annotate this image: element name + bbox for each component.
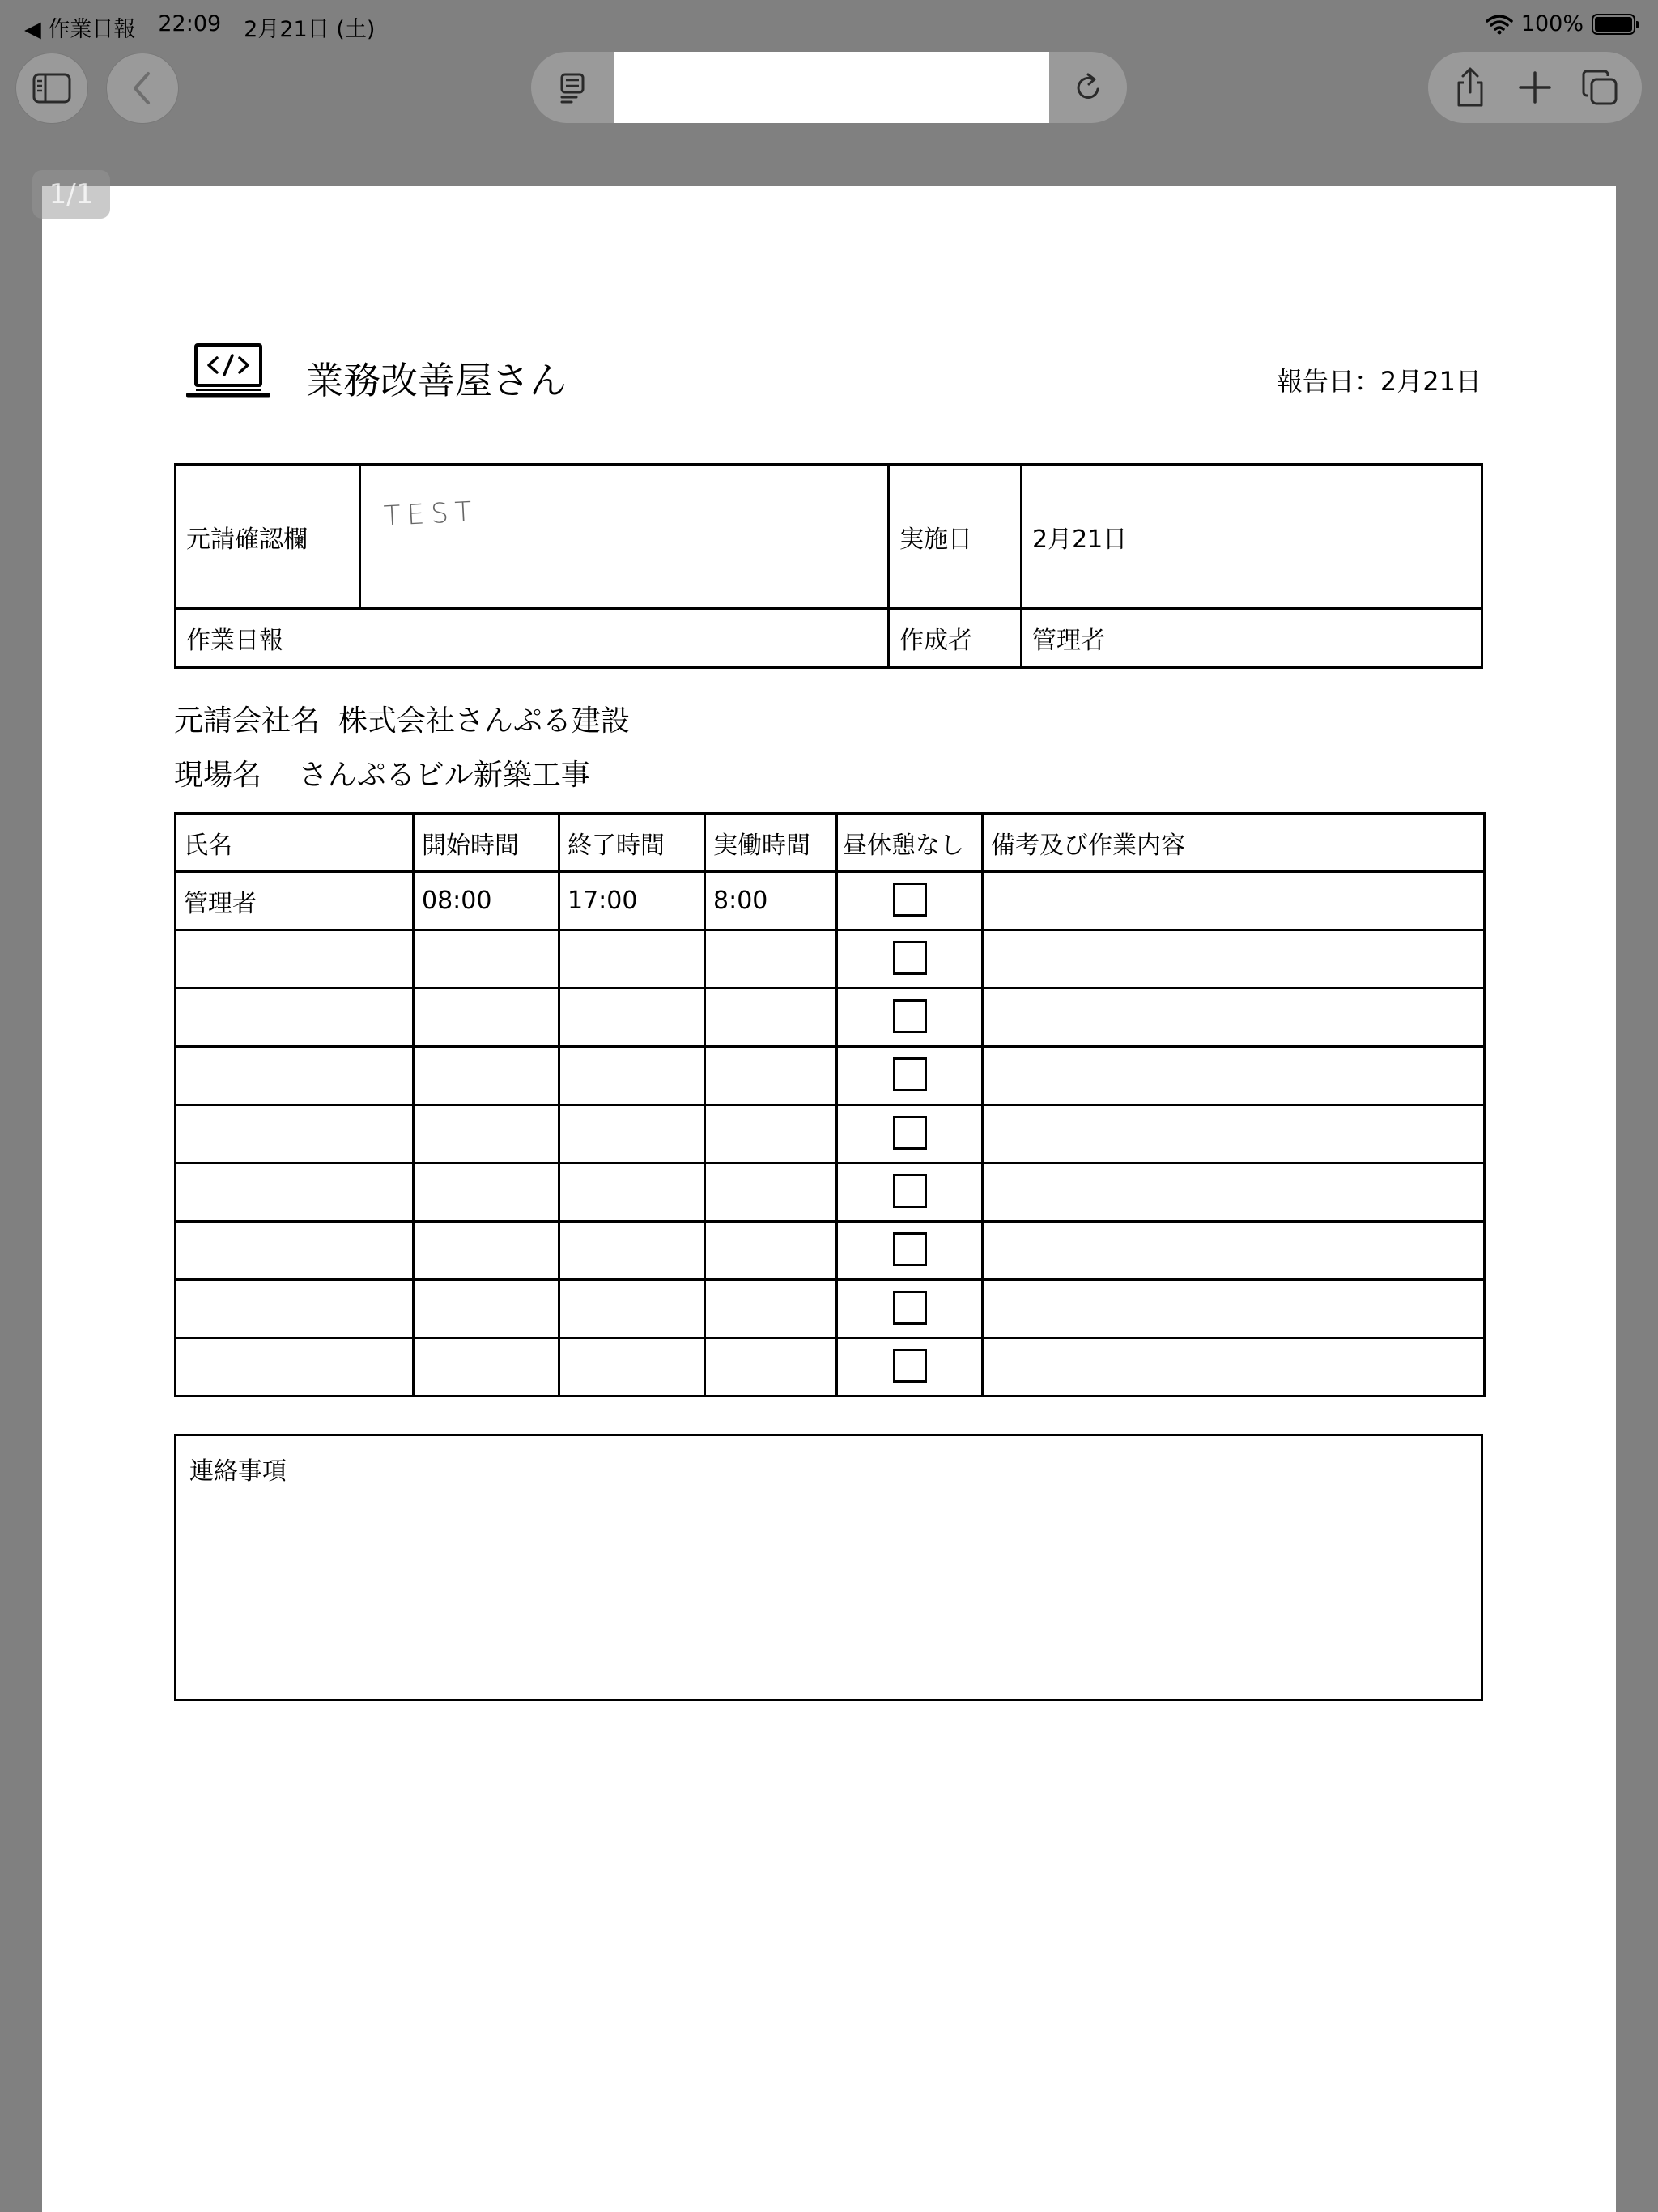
table-row: [176, 989, 1485, 1047]
sidebar-button[interactable]: [16, 53, 87, 123]
header-table: [174, 463, 1483, 669]
no-lunch-cell: [837, 1338, 983, 1397]
status-right: [1486, 11, 1635, 36]
name-cell[interactable]: [176, 989, 414, 1047]
worked-time-cell[interactable]: [705, 989, 837, 1047]
remarks-cell[interactable]: [983, 989, 1485, 1047]
back-to-app-link[interactable]: ◀ 作業日報: [24, 17, 136, 42]
column-header: 開始時間: [414, 814, 559, 872]
table-row: [176, 1047, 1485, 1105]
end-time-cell[interactable]: [559, 1047, 705, 1105]
no-lunch-checkbox[interactable]: [893, 1057, 927, 1091]
start-time-cell[interactable]: [414, 1105, 559, 1163]
notes-label: 連絡事項: [189, 1457, 287, 1486]
worked-time-cell[interactable]: [705, 1280, 837, 1338]
work-date-value: 2月21日: [1032, 525, 1128, 554]
no-lunch-cell: [837, 1222, 983, 1280]
worked-time-cell[interactable]: 8:00: [705, 872, 837, 930]
name-cell[interactable]: 管理者: [176, 872, 414, 930]
remarks-cell[interactable]: [983, 1047, 1485, 1105]
contractor-check-label: 元請確認欄: [186, 525, 308, 554]
remarks-cell[interactable]: [983, 1222, 1485, 1280]
start-time-cell[interactable]: [414, 1163, 559, 1222]
worked-time-cell[interactable]: [705, 1222, 837, 1280]
end-time-cell[interactable]: [559, 1222, 705, 1280]
work-date-cell: [1022, 466, 1481, 610]
site-value: さんぷるビル新築工事: [298, 759, 590, 792]
no-lunch-checkbox[interactable]: [893, 883, 927, 917]
column-header: 氏名: [176, 814, 414, 872]
table-row: [176, 1222, 1485, 1280]
table-row: [176, 1338, 1485, 1397]
name-cell[interactable]: [176, 1338, 414, 1397]
contractor-check-cell[interactable]: [361, 466, 890, 610]
table-row: [176, 1280, 1485, 1338]
battery-percent: 100%: [1520, 11, 1584, 36]
no-lunch-checkbox[interactable]: [893, 999, 927, 1033]
tabs-icon: [1580, 68, 1619, 107]
remarks-cell[interactable]: [983, 872, 1485, 930]
end-time-cell[interactable]: [559, 1338, 705, 1397]
no-lunch-checkbox[interactable]: [893, 1116, 927, 1150]
table-row: [176, 1163, 1485, 1222]
client-company-line: [174, 698, 630, 739]
tabs-button[interactable]: [1575, 63, 1624, 112]
start-time-cell[interactable]: [414, 1280, 559, 1338]
name-cell[interactable]: [176, 1163, 414, 1222]
share-icon: [1452, 66, 1488, 108]
worked-time-cell[interactable]: [705, 1163, 837, 1222]
toolbar-right-group: [1428, 52, 1642, 123]
no-lunch-checkbox[interactable]: [893, 1174, 927, 1208]
work-date-label: 実施日: [899, 525, 972, 554]
end-time-cell[interactable]: [559, 1280, 705, 1338]
doc-type: 作業日報: [186, 627, 283, 655]
page-indicator: 1/1: [32, 170, 110, 219]
column-header: 実働時間: [705, 814, 837, 872]
no-lunch-cell: [837, 1105, 983, 1163]
notes-box[interactable]: [174, 1434, 1483, 1701]
reader-button[interactable]: [531, 52, 615, 123]
no-lunch-cell: [837, 1280, 983, 1338]
new-tab-button[interactable]: [1511, 63, 1559, 112]
no-lunch-checkbox[interactable]: [893, 1232, 927, 1266]
remarks-cell[interactable]: [983, 1105, 1485, 1163]
plus-icon: [1517, 70, 1553, 105]
end-time-cell[interactable]: [559, 1105, 705, 1163]
column-header: 備考及び作業内容: [983, 814, 1485, 872]
table-row: [176, 1105, 1485, 1163]
remarks-cell[interactable]: [983, 1338, 1485, 1397]
no-lunch-checkbox[interactable]: [893, 1291, 927, 1325]
contractor-check-label-cell: [176, 466, 361, 610]
name-cell[interactable]: [176, 1222, 414, 1280]
no-lunch-cell: [837, 930, 983, 989]
start-time-cell[interactable]: [414, 1047, 559, 1105]
no-lunch-cell: [837, 989, 983, 1047]
reader-icon: [557, 71, 589, 104]
name-cell[interactable]: [176, 930, 414, 989]
contractor-signature: TEST: [383, 495, 479, 534]
work-date-label-cell: [890, 466, 1022, 610]
table-header-row: [176, 814, 1485, 872]
end-time-cell[interactable]: [559, 989, 705, 1047]
name-cell[interactable]: [176, 1280, 414, 1338]
remarks-cell[interactable]: [983, 930, 1485, 989]
no-lunch-cell: [837, 1163, 983, 1222]
back-button[interactable]: [107, 53, 178, 123]
worked-time-cell[interactable]: [705, 930, 837, 989]
start-time-cell[interactable]: [414, 989, 559, 1047]
start-time-cell[interactable]: [414, 1222, 559, 1280]
status-left: [24, 11, 375, 43]
no-lunch-checkbox[interactable]: [893, 1349, 927, 1383]
table-row: [176, 930, 1485, 989]
address-bar: [531, 52, 1127, 123]
table-row: [176, 872, 1485, 930]
address-input[interactable]: [614, 52, 1049, 123]
battery-icon: [1592, 14, 1635, 35]
chevron-left-icon: [130, 70, 155, 106]
start-time-cell[interactable]: [414, 1338, 559, 1397]
laptop-code-icon: [186, 342, 270, 400]
name-cell[interactable]: [176, 1105, 414, 1163]
status-bar: [0, 0, 1658, 52]
reload-icon: [1072, 71, 1104, 104]
no-lunch-checkbox[interactable]: [893, 941, 927, 975]
start-time-cell[interactable]: 08:00: [414, 872, 559, 930]
site-line: [174, 752, 590, 793]
author-value: 管理者: [1032, 627, 1105, 655]
reload-button[interactable]: [1049, 52, 1127, 123]
client-company-value: 株式会社さんぷる建設: [338, 704, 630, 738]
worked-time-cell[interactable]: [705, 1338, 837, 1397]
remarks-cell[interactable]: [983, 1280, 1485, 1338]
status-time: 22:09: [158, 11, 222, 36]
company-name: 業務改善屋さん: [306, 359, 567, 402]
remarks-cell[interactable]: [983, 1163, 1485, 1222]
author-label-cell: [890, 610, 1022, 666]
end-time-cell[interactable]: [559, 930, 705, 989]
no-lunch-cell: [837, 872, 983, 930]
share-button[interactable]: [1446, 63, 1494, 112]
author-label: 作成者: [899, 627, 972, 655]
doc-type-cell: [176, 610, 890, 666]
site-label: 現場名: [174, 759, 262, 792]
column-header: 終了時間: [559, 814, 705, 872]
wifi-icon: [1486, 14, 1513, 35]
start-time-cell[interactable]: [414, 930, 559, 989]
no-lunch-cell: [837, 1047, 983, 1105]
status-date: 2月21日 (土): [244, 17, 376, 42]
sidebar-icon: [32, 72, 72, 104]
author-cell: [1022, 610, 1481, 666]
worked-time-cell[interactable]: [705, 1105, 837, 1163]
name-cell[interactable]: [176, 1047, 414, 1105]
worked-time-cell[interactable]: [705, 1047, 837, 1105]
end-time-cell[interactable]: 17:00: [559, 872, 705, 930]
report-date: 報告日：2月21日: [1276, 366, 1482, 397]
client-company-label: 元請会社名: [174, 704, 321, 738]
column-header: 昼休憩なし: [837, 814, 983, 872]
attendance-table: [174, 812, 1486, 1397]
end-time-cell[interactable]: [559, 1163, 705, 1222]
